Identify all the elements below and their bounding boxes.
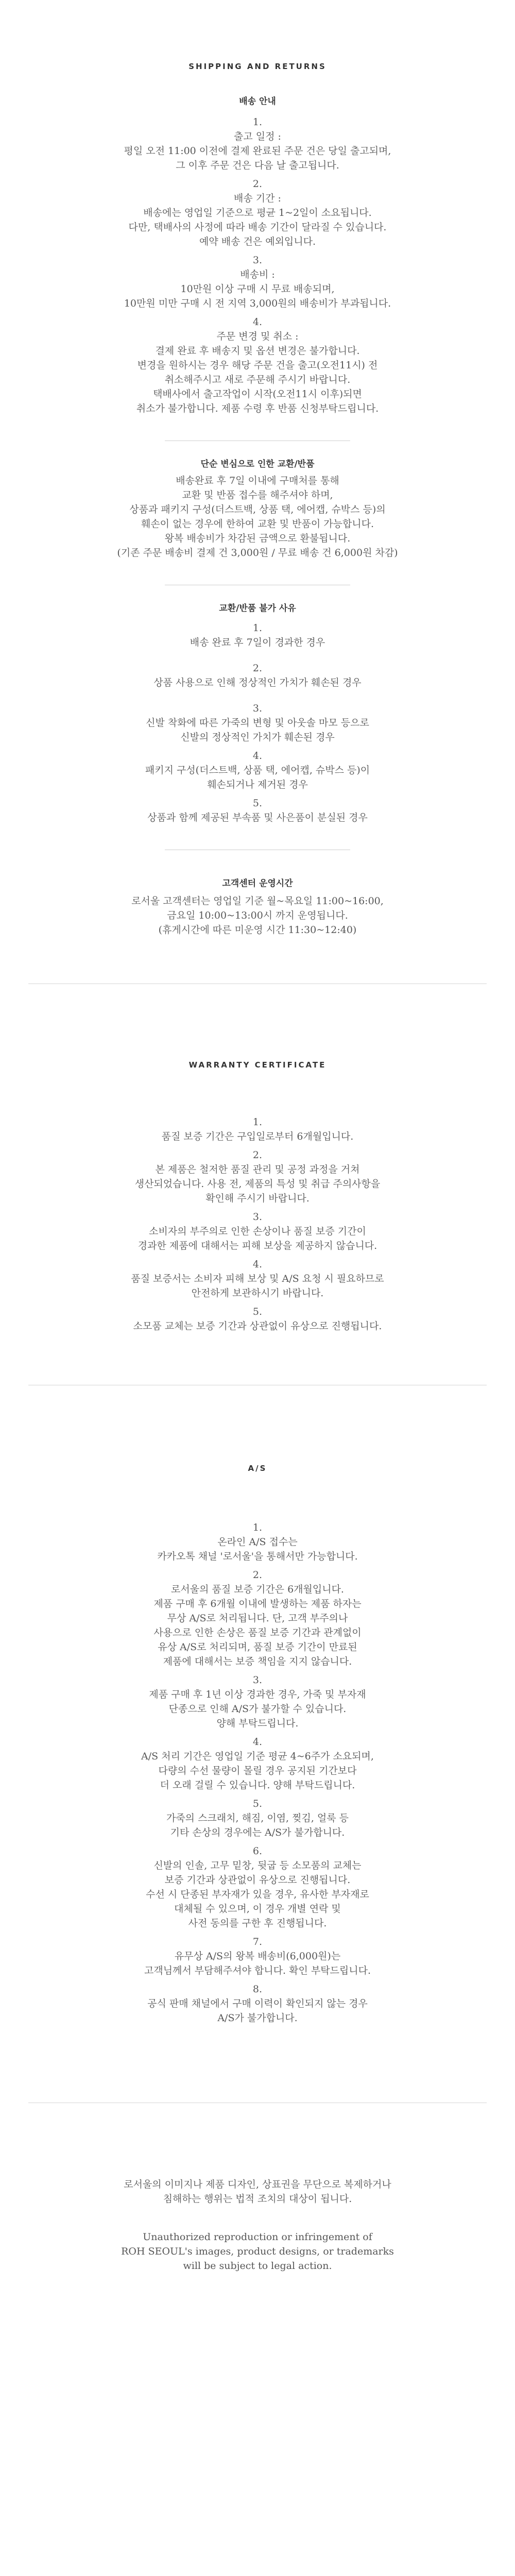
item-line: 배송비 : xyxy=(240,269,275,280)
item-number: 4. xyxy=(252,1736,263,1748)
item-line: 제품에 대해서는 보증 책임을 지지 않습니다. xyxy=(163,1656,352,1667)
item-line: 대체될 수 있으며, 이 경우 개별 연락 및 xyxy=(174,1903,341,1914)
item-line: 평일 오전 11:00 이전에 결제 완료된 주문 건은 당일 출고되며, xyxy=(124,145,391,157)
item-line: 소비자의 부주의로 인한 손상이나 품질 보증 기간이 xyxy=(149,1226,366,1237)
item-line: 안전하게 보관하시기 바랍니다. xyxy=(191,1287,324,1299)
item-line: 배송 기간 : xyxy=(234,193,281,204)
item-line: 카카오톡 채널 '로서울'을 통해서만 가능합니다. xyxy=(157,1551,358,1562)
item-number: 2. xyxy=(252,663,263,674)
item-line: 경과한 제품에 대해서는 피해 보상을 제공하지 않습니다. xyxy=(138,1240,377,1251)
item-line: 유상 A/S로 처리되며, 품질 보증 기간이 만료된 xyxy=(158,1641,357,1653)
text-line: 상품과 패키지 구성(더스트백, 상품 택, 에어캡, 슈박스 등)의 xyxy=(129,504,386,515)
text-line: 훼손이 없는 경우에 한하여 교환 및 반품이 가능합니다. xyxy=(141,518,374,530)
text-line: 왕복 배송비가 차감된 금액으로 환불됩니다. xyxy=(164,533,351,544)
item-line: 유무상 A/S의 왕복 배송비(6,000원)는 xyxy=(174,1951,341,1962)
delivery-guide-heading: 배송 안내 xyxy=(239,96,276,107)
item-line: 공식 판매 채널에서 구매 이력이 확인되지 않는 경우 xyxy=(147,1998,368,2009)
item-number: 5. xyxy=(252,1798,263,1809)
simple-change-heading: 단순 변심으로 인한 교환/반품 xyxy=(200,459,315,469)
item-number: 1. xyxy=(252,1522,263,1533)
item-line: 품질 보증서는 소비자 피해 보상 및 A/S 요청 시 필요하므로 xyxy=(131,1273,384,1284)
item-line: 결제 완료 후 배송지 및 옵션 변경은 불가합니다. xyxy=(155,345,360,357)
item-number: 2. xyxy=(252,1569,263,1581)
not-allowed-item-2 xyxy=(0,661,515,690)
as-item-3 xyxy=(0,1673,515,1731)
item-number: 4. xyxy=(252,316,263,328)
item-line: 10만원 미만 구매 시 전 지역 3,000원의 배송비가 부과됩니다. xyxy=(124,298,391,309)
item-line: 단종으로 인해 A/S가 불가할 수 있습니다. xyxy=(168,1703,347,1715)
item-number: 3. xyxy=(252,255,263,266)
item-line: 택배사에서 출고작업이 시작(오전11시 이후)되면 xyxy=(153,388,362,400)
as-item-7 xyxy=(0,1935,515,1978)
item-line: 더 오래 걸릴 수 있습니다. 양해 부탁드립니다. xyxy=(160,1780,355,1791)
item-line: 고객님께서 부담해주셔야 합니다. 확인 부탁드립니다. xyxy=(144,1965,371,1976)
item-line: 사전 동의를 구한 후 진행됩니다. xyxy=(188,1918,327,1929)
as-item-1 xyxy=(0,1520,515,1564)
shipping-section xyxy=(0,0,515,937)
item-line: 주문 변경 및 취소 : xyxy=(216,331,299,342)
item-line: A/S가 불가합니다. xyxy=(217,2012,298,2024)
item-line: 양해 부탁드립니다. xyxy=(216,1718,299,1729)
item-number: 4. xyxy=(252,1259,263,1270)
as-item-8 xyxy=(0,1982,515,2025)
notice-line: will be subject to legal action. xyxy=(183,2260,332,2272)
footer-korean xyxy=(0,2177,515,2206)
item-line: 그 이후 주문 건은 다음 날 출고됩니다. xyxy=(176,160,339,171)
item-line: 품질 보증 기간은 구입일로부터 6개월입니다. xyxy=(161,1131,354,1142)
not-allowed-item-3 xyxy=(0,701,515,744)
item-line: 가죽의 스크래치, 해짐, 이염, 찢김, 얼룩 등 xyxy=(166,1812,349,1824)
item-line: 소모품 교체는 보증 기간과 상관없이 유상으로 진행됩니다. xyxy=(133,1320,382,1332)
as-item-4 xyxy=(0,1735,515,1792)
item-line: 신발 착화에 따른 가죽의 변형 및 아웃솔 마모 등으로 xyxy=(146,717,369,728)
cs-hours-text xyxy=(0,894,515,937)
item-line: 제품 구매 후 1년 이상 경과한 경우, 가죽 및 부자재 xyxy=(149,1689,366,1700)
warranty-item-1 xyxy=(0,1115,515,1144)
item-number: 4. xyxy=(252,750,263,761)
item-line: 생산되었습니다. 사용 전, 제품의 특성 및 취급 주의사항을 xyxy=(134,1178,381,1190)
warranty-section xyxy=(0,984,515,1333)
as-item-6 xyxy=(0,1844,515,1930)
item-line: 변경을 원하시는 경우 해당 주문 건을 출고(오전11시) 전 xyxy=(137,360,378,371)
item-number: 1. xyxy=(252,622,263,634)
item-line: 취소가 불가합니다. 제품 수령 후 반품 신청부탁드립니다. xyxy=(136,403,379,414)
text-line: (기존 주문 배송비 결제 건 3,000원 / 무료 배송 건 6,000원 차감) xyxy=(117,547,398,558)
item-line: 상품 사용으로 인해 정상적인 가치가 훼손된 경우 xyxy=(153,677,362,688)
item-number: 3. xyxy=(252,1674,263,1686)
item-line: 온라인 A/S 접수는 xyxy=(217,1536,298,1548)
item-line: A/S 처리 기간은 영업일 기준 평균 4~6주가 소요되며, xyxy=(141,1751,374,1762)
text-line: 배송완료 후 7일 이내에 구매처를 통해 xyxy=(176,475,339,486)
item-number: 1. xyxy=(252,1116,263,1128)
text-line: 금요일 10:00~13:00시 까지 운영됩니다. xyxy=(167,910,348,921)
notice-line: Unauthorized reproduction or infringement of xyxy=(143,2231,372,2243)
as-title: A/S xyxy=(248,1464,267,1473)
as-section xyxy=(0,1385,515,2025)
item-line: 제품 구매 후 6개월 이내에 발생하는 제품 하자는 xyxy=(153,1598,362,1609)
item-line: 배송 완료 후 7일이 경과한 경우 xyxy=(190,637,325,648)
item-number: 7. xyxy=(252,1936,263,1947)
shipping-title: SHIPPING AND RETURNS xyxy=(188,62,327,71)
item-line: 로서울의 품질 보증 기간은 6개월입니다. xyxy=(171,1584,344,1595)
item-line: 10만원 이상 구매 시 무료 배송되며, xyxy=(180,283,335,295)
item-line: 무상 A/S로 처리됩니다. 단, 고객 부주의나 xyxy=(167,1613,348,1624)
item-number: 6. xyxy=(252,1845,263,1857)
item-number: 8. xyxy=(252,1984,263,1995)
item-line: 본 제품은 철저한 품질 관리 및 공정 과정을 거쳐 xyxy=(155,1164,360,1175)
item-line: 사용으로 인한 손상은 품질 보증 기간과 관계없이 xyxy=(153,1627,362,1638)
item-line: 다량의 수선 물량이 몰릴 경우 공지된 기간보다 xyxy=(158,1765,357,1776)
item-number: 3. xyxy=(252,1211,263,1223)
simple-change-text xyxy=(0,473,515,560)
item-line: 예약 배송 건은 예외입니다. xyxy=(199,236,316,247)
warranty-item-5 xyxy=(0,1304,515,1333)
item-line: 훼손되거나 제거된 경우 xyxy=(207,779,308,790)
item-line: 배송에는 영업일 기준으로 평균 1~2일이 소요됩니다. xyxy=(143,207,372,218)
as-item-2 xyxy=(0,1568,515,1669)
not-allowed-item-5 xyxy=(0,796,515,825)
footer-english xyxy=(0,2230,515,2273)
item-number: 5. xyxy=(252,1306,263,1317)
item-line: 패키지 구성(더스트백, 상품 택, 에어캡, 슈박스 등)이 xyxy=(145,765,370,776)
not-allowed-item-4 xyxy=(0,749,515,792)
delivery-item-2 xyxy=(0,177,515,249)
delivery-item-4 xyxy=(0,315,515,416)
item-line: 수선 시 단종된 부자재가 있을 경우, 유사한 부자재로 xyxy=(146,1889,369,1900)
warranty-item-4 xyxy=(0,1257,515,1300)
text-line: (휴게시간에 따른 미운영 시간 11:30~12:40) xyxy=(158,924,357,936)
item-line: 신발의 인솔, 고무 밑창, 뒷굽 등 소모품의 교체는 xyxy=(153,1860,362,1871)
cs-hours-heading: 고객센터 운영시간 xyxy=(222,878,293,889)
notice-line: ROH SEOUL's images, product designs, or trademarks xyxy=(121,2246,394,2257)
notice-line: 침해하는 행위는 법적 조치의 대상이 됩니다. xyxy=(163,2193,352,2205)
item-number: 5. xyxy=(252,798,263,809)
item-line: 신발의 정상적인 가치가 훼손된 경우 xyxy=(180,732,335,743)
warranty-item-2 xyxy=(0,1148,515,1206)
item-number: 2. xyxy=(252,1149,263,1161)
warranty-title: WARRANTY CERTIFICATE xyxy=(188,1060,327,1070)
as-item-5 xyxy=(0,1797,515,1840)
item-line: 출고 일정 : xyxy=(234,131,281,142)
item-line: 보증 기간과 상관없이 유상으로 진행됩니다. xyxy=(164,1874,351,1886)
notice-line: 로서울의 이미지나 제품 디자인, 상표권을 무단으로 복제하거나 xyxy=(124,2179,391,2190)
item-line: 확인해 주시기 바랍니다. xyxy=(205,1193,310,1204)
item-number: 3. xyxy=(252,703,263,714)
item-line: 다만, 택배사의 사정에 따라 배송 기간이 달라질 수 있습니다. xyxy=(128,222,387,233)
delivery-item-3 xyxy=(0,253,515,311)
text-line: 교환 및 반품 접수를 해주셔야 하며, xyxy=(182,489,333,501)
delivery-item-1 xyxy=(0,115,515,173)
item-number: 1. xyxy=(252,116,263,128)
text-line: 로서울 고객센터는 영업일 기준 월~목요일 11:00~16:00, xyxy=(131,895,384,907)
footer-notice xyxy=(0,2103,515,2273)
item-number: 2. xyxy=(252,178,263,190)
item-line: 기타 손상의 경우에는 A/S가 불가합니다. xyxy=(170,1827,345,1838)
not-allowed-heading: 교환/반품 불가 사유 xyxy=(219,603,296,614)
item-line: 상품과 함께 제공된 부속품 및 사은품이 분실된 경우 xyxy=(147,812,368,823)
not-allowed-item-1 xyxy=(0,621,515,650)
item-line: 취소해주시고 새로 주문해 주시기 바랍니다. xyxy=(164,374,351,385)
warranty-item-3 xyxy=(0,1210,515,1253)
